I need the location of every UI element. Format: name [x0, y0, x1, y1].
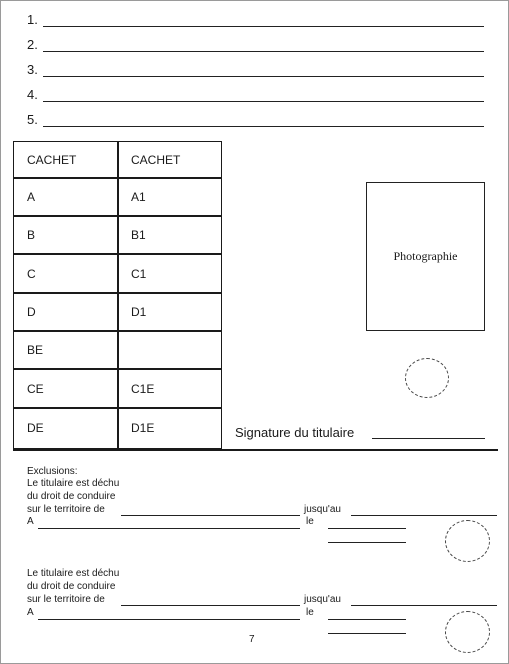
at-label: A	[27, 607, 34, 618]
table-cell: B	[13, 215, 119, 255]
page-number: 7	[249, 634, 255, 645]
table-cell: BE	[13, 330, 119, 370]
table-cell: C1	[117, 253, 222, 294]
exclusion-text: Le titulaire est déchu	[27, 478, 120, 489]
at-line	[38, 528, 300, 529]
category-table	[13, 141, 222, 449]
writing-line-5	[43, 126, 484, 127]
photo-label: Photographie	[393, 249, 458, 263]
date-line	[328, 633, 406, 634]
exclusions-heading: Exclusions:	[27, 466, 78, 477]
date-label: le	[306, 607, 314, 618]
table-cell: CACHET	[13, 141, 119, 179]
territory-label: sur le territoire de	[27, 594, 105, 605]
until-label: jusqu'au	[304, 594, 341, 605]
territory-line	[121, 605, 300, 606]
stamp-circle	[445, 611, 490, 653]
stamp-circle	[405, 358, 449, 398]
until-label: jusqu'au	[304, 504, 341, 515]
date-label: le	[306, 516, 314, 527]
writing-line-3	[43, 76, 484, 77]
line-number-5: 5.	[27, 112, 38, 127]
date-line	[328, 528, 406, 529]
stamp-circle	[445, 520, 490, 562]
signature-line	[372, 438, 485, 439]
signature-label: Signature du titulaire	[235, 425, 355, 440]
table-cell: CE	[13, 368, 119, 409]
until-line	[351, 605, 497, 606]
table-cell: A1	[117, 177, 222, 217]
photo-box	[366, 182, 485, 331]
line-number-3: 3.	[27, 62, 38, 77]
table-cell: D	[13, 292, 119, 332]
writing-line-1	[43, 26, 484, 27]
territory-label: sur le territoire de	[27, 504, 105, 515]
writing-line-4	[43, 101, 484, 102]
table-cell: DE	[13, 407, 119, 449]
exclusion-text: du droit de conduire	[27, 581, 116, 592]
table-cell: B1	[117, 215, 222, 255]
table-cell	[117, 330, 222, 370]
table-cell: CACHET	[117, 141, 222, 179]
line-number-2: 2.	[27, 37, 38, 52]
until-line	[351, 515, 497, 516]
section-divider	[13, 449, 498, 451]
table-cell: C	[13, 253, 119, 294]
territory-line	[121, 515, 300, 516]
exclusion-text: Le titulaire est déchu	[27, 568, 120, 579]
date-line	[328, 619, 406, 620]
line-number-4: 4.	[27, 87, 38, 102]
exclusion-text: du droit de conduire	[27, 491, 116, 502]
table-cell: C1E	[117, 368, 222, 409]
table-cell: D1	[117, 292, 222, 332]
at-line	[38, 619, 300, 620]
line-number-1: 1.	[27, 12, 38, 27]
date-line	[328, 542, 406, 543]
table-cell: A	[13, 177, 119, 217]
at-label: A	[27, 516, 34, 527]
writing-line-2	[43, 51, 484, 52]
table-cell: D1E	[117, 407, 222, 449]
